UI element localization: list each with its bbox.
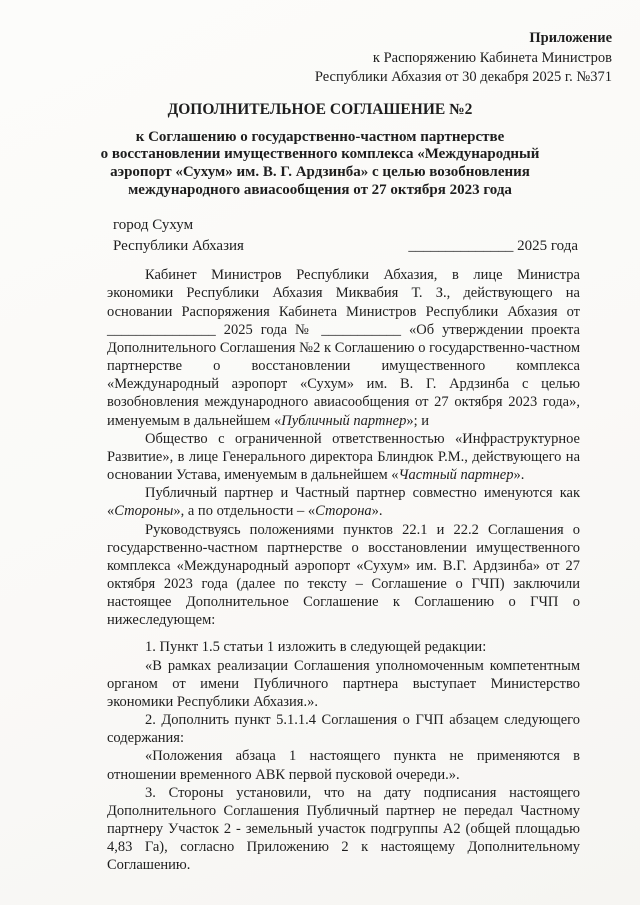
subtitle-line: аэропорт «Сухум» им. В. Г. Ардзинба» с целью возобновления — [110, 163, 530, 180]
annex-header-line: Приложение — [529, 30, 612, 46]
paragraph-clause-2: 2. Дополнить пункт 5.1.1.4 Соглашения о ГЧП абзацем следующего содержания: — [107, 712, 580, 747]
place-city: город Сухум — [113, 217, 194, 234]
place-date-block — [113, 215, 578, 257]
annex-header-line: к Распоряжению Кабинета Министров — [372, 49, 612, 66]
document-title: ДОПОЛНИТЕЛЬНОЕ СОГЛАШЕНИЕ №2 — [167, 100, 473, 118]
subtitle-line: о восстановлении имущественного комплекса «Международный — [100, 146, 540, 163]
paragraph-preamble-public-partner: Кабинет Министров Республики Абхазия, в лице Министра экономики Республики Абхазия Миквабия Т. З., действующего на основании Распоряжения Кабинета Министров Республики Абхазия от _______________ 2025 года № ___________ «Об утверждении проекта Дополнительного Соглашения №2 к Соглашению о государственно-частном партнерстве о восстановлении имущественного комплекса «Международный аэропорт «Сухум» им. В. Г. Ардзинба с целью возобновления международного авиасообщения от 27 октября 2023 года», именуемым в дальнейшем «Публичный партнер»; и — [107, 267, 580, 429]
date-blank-line: ______________ 2025 года — [408, 238, 578, 255]
paragraph-clause-3: 3. Стороны установили, что на дату подписания настоящего Дополнительного Соглашения Публичный партнер не передал Частному партнеру Участок 2 - земельный участок подгруппы А2 (общей площадью 4,83 Га), согласно Приложению 2 к настоящему Дополнительному Соглашению. — [107, 784, 580, 874]
place-region: Республики Абхазия — [113, 238, 244, 255]
paragraph-clause-1: 1. Пункт 1.5 статьи 1 изложить в следующей редакции: — [145, 639, 487, 656]
subtitle-line: к Соглашению о государственно-частном партнерстве — [135, 128, 505, 145]
paragraph-clause-2-text: «Положения абзаца 1 настоящего пункта не применяются в отношении временного АВК первой пусковой очереди.». — [107, 748, 580, 783]
document-subtitle — [0, 129, 640, 200]
paragraph-parties-definition: Публичный партнер и Частный партнер совместно именуются как «Стороны», а по отдельности – «Сторона». — [107, 485, 580, 520]
subtitle-line: международного авиасообщения от 27 октября 2023 года — [128, 181, 512, 198]
paragraph-clause-1-text: «В рамках реализации Соглашения уполномоченным компетентным органом от имени Публичного партнера выступает Министерство экономики Республики Абхазия.». — [107, 657, 580, 710]
paragraph-legal-basis: Руководствуясь положениями пунктов 22.1 и 22.2 Соглашения о государственно-частном партнерстве о восстановлении имущественного комплекса «Международный аэропорт «Сухум» им. В.Г. Ардзинба» от 27 октября 2023 года (далее по тексту – Соглашение о ГЧП) заключили настоящее Дополнительное Соглашение к Соглашению о ГЧП о нижеследующем: — [107, 521, 580, 629]
document-body — [107, 266, 580, 874]
annex-header — [0, 0, 640, 88]
paragraph-preamble-private-partner: Общество с ограниченной ответственностью «Инфраструктурное Развитие», в лице Генерального директора Блиндюк Р.М., действующего на основании Устава, именуемым в дальнейшем «Частный партнер». — [107, 430, 580, 484]
annex-header-line: Республики Абхазия от 30 декабря 2025 г. №371 — [314, 69, 612, 85]
